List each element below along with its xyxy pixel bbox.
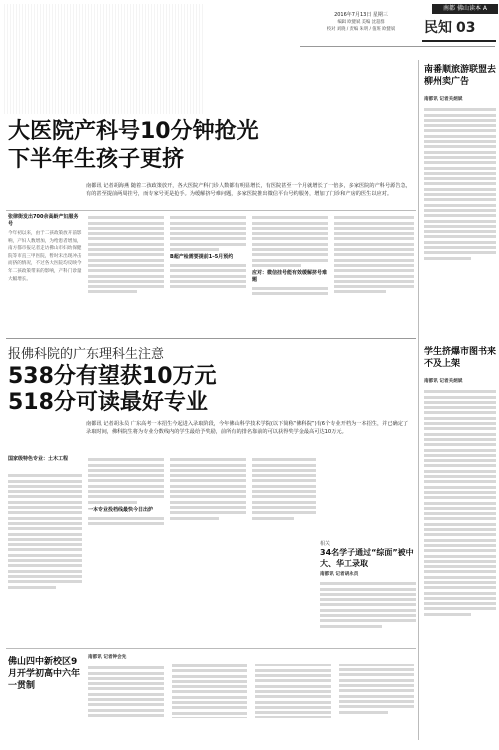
divider [6,210,416,211]
article2-column-a [8,472,82,648]
article1-headline-line2: 下半年生孩子更挤 [8,147,185,172]
related-box-byline: 南都讯 记者胡永员 [320,572,359,577]
article1-column-a [8,230,82,334]
divider [6,648,416,649]
header-rule [300,46,495,47]
side-story-body [88,664,414,744]
right-item1-byline: 南都讯 记者关炳斌 [424,97,463,102]
related-box-kicker: 相关 [320,541,331,547]
article1-subhead: 张律街发出700余高龄产妇服务号 [8,214,79,227]
article1-column-d [252,214,328,334]
article1-column-c [170,214,246,334]
article2-kicker: 报佛科院的广东理科生注意 [8,347,165,362]
side-story-byline: 南都讯 记者钟会先 [88,655,127,660]
right-item1-title: 南番顺旅游联盟去柳州卖广告 [424,65,497,87]
section-title [424,17,475,37]
brand-badge: 南都 佛山读本 A [432,4,498,14]
article2-column-b [88,456,164,552]
section-name: 民知 [424,20,452,36]
masthead-meta [296,12,426,33]
article1-lead: 南都讯 记者胡海燕 随着二孩政策放开，各大医院产科门诊人数都有明显增长，有医院甚至一个月就增长了一倍多，多家医院的产科号源告急，有的甚至提前两周挂号，而专家号更是抢手。为缓解挤号难问题，多家医院推出微信平台号约服务，增加了门诊和产房的医生以应对。 [86,183,411,197]
article2-column-c [170,456,246,552]
article2-column-d [252,456,316,552]
right-item2-body [424,388,496,744]
masthead-blank-area [4,4,204,114]
divider [6,338,416,339]
side-story-title: 佛山四中新校区9月开学初高中六年一贯制 [8,657,81,691]
article1-column-b [88,214,164,334]
editor-line: 编辑 欧健斌 美编 沈超群 [337,20,385,25]
article2-subhead-b: 一本专业投档线最快今日出炉 [88,506,154,513]
article2-lead: 南都讯 记者胡永员 广东高考一本招生今起进入录取阶段，今年佛山科学技术学院(以下简称“佛科院”)有6个专业开档为一本招生，并已确定了录取时间，佛科院生将为专业分数线内的学生最给予奖励，前所有的排名靠前的可以获得奖学金最高可达10万元。 [86,421,409,435]
article1-column-c-subhead: B超产检需要提前1–5月预约 [170,254,234,261]
article2-subhead-a: 国家级特色专业：土木工程 [8,456,69,462]
right-item2-byline: 南都讯 记者关炳斌 [424,379,463,384]
issue-date: 2016年7月13日 星期三 [334,12,388,18]
column-divider [418,60,419,740]
page-number: 03 [456,20,476,36]
article1-headline-line1: 大医院产科号10分钟抢光 [8,119,259,144]
right-item2-title: 学生挤爆市图书来不及上架 [424,347,497,369]
article2-headline-line2: 518分可读最好专业 [8,390,208,415]
article1-column-a-text: 今年初以来，由于二孩政策放开前影响，产妇人数增加，为给患者增加，南方都市报记者走访佛山市妇幼保健院等市直三甲医院，暂时未出现冲击而挤的情况，不过各大医院均反映今年二孩政策带来的影响，产科门诊量大幅增长。 [8,231,82,282]
article1-column-e [334,214,414,334]
article2-headline-line1: 538分有望获10万元 [8,364,217,389]
article1-column-d-subhead: 应对：微信挂号能有效缓解挤号难题 [252,269,328,283]
editor-line-2: 校对 刘晓 / 责编 朱明 / 值班 欧健斌 [326,27,396,32]
right-item1-body [424,106,496,340]
related-box-title: 34名学子通过“综面”被中大、华工录取 [320,548,414,568]
